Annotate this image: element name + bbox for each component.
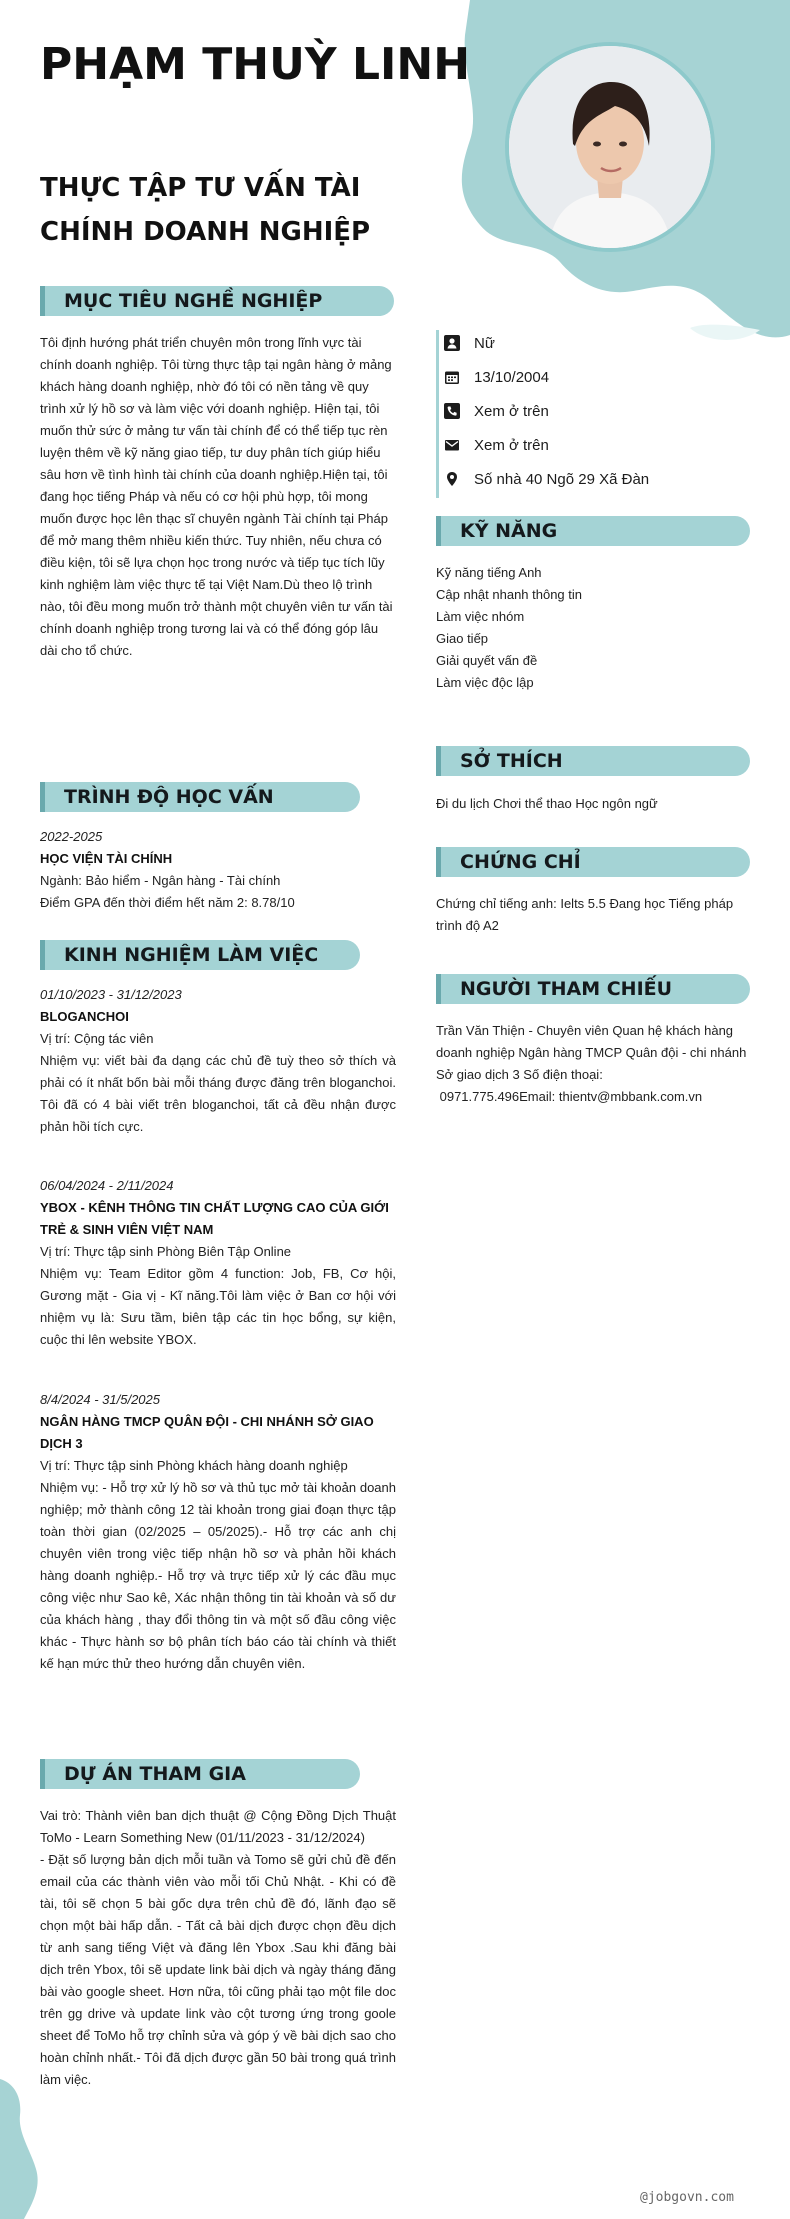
skill-item: Cập nhật nhanh thông tin	[436, 587, 583, 602]
calendar-icon	[444, 369, 460, 385]
section-heading-objective: MỤC TIÊU NGHỀ NGHIỆP	[40, 286, 394, 316]
experience-item	[40, 984, 396, 1138]
skill-item: Giải quyết vấn đề	[436, 653, 538, 668]
experience-period: 06/04/2024 - 2/11/2024	[40, 1178, 174, 1193]
education-block	[40, 826, 396, 914]
certificates-text: Chứng chỉ tiếng anh: Ielts 5.5 Đang học Tiếng pháp trình độ A2	[436, 896, 734, 933]
profile-photo	[505, 42, 715, 252]
phone-text: Xem ở trên	[474, 402, 549, 420]
dob-text: 13/10/2004	[474, 368, 550, 386]
education-major: Ngành: Bảo hiểm - Ngân hàng - Tài chính	[40, 873, 281, 888]
references-text: Trần Văn Thiện - Chuyên viên Quan hệ khách hàng doanh nghiệp Ngân hàng TMCP Quân đội - chi nhánh Sở giao dịch 3 Số điện thoại:	[436, 1023, 747, 1082]
experience-org: YBOX - KÊNH THÔNG TIN CHẤT LƯỢNG CAO CỦA GIỚI TRẺ & SINH VIÊN VIỆT NAM	[40, 1200, 389, 1237]
gender-text: Nữ	[474, 334, 495, 352]
skill-item: Làm việc độc lập	[436, 675, 534, 690]
experience-period: 01/10/2023 - 31/12/2023	[40, 987, 182, 1002]
experience-role: Vị trí: Thực tập sinh Phòng Biên Tập Online	[40, 1244, 292, 1259]
job-title: THỰC TẬP TƯ VẤN TÀI CHÍNH DOANH NGHIỆP	[40, 173, 371, 247]
section-heading-skills: KỸ NĂNG	[436, 516, 750, 546]
experience-org: BLOGANCHOI	[40, 1009, 129, 1024]
experience-duty: Nhiệm vụ: viết bài đa dạng các chủ đề tuỳ theo sở thích và phải có ít nhất bốn bài mỗi tháng được đăng trên bloganchoi. Tôi đã có 4 bài viết trên bloganchoi, tất cả đều nhận được phản hồi tích cực.	[40, 1053, 396, 1134]
experience-role: Vị trí: Thực tập sinh Phòng khách hàng doanh nghiệp	[40, 1458, 348, 1473]
bottom-left-blob	[0, 2079, 60, 2219]
projects-role: Vai trò: Thành viên ban dịch thuật @ Cộng Đồng Dịch Thuật ToMo - Learn Something New (01/11/2023 - 31/12/2024)	[40, 1808, 396, 1845]
projects-block	[40, 1805, 396, 2091]
experience-duty: Nhiệm vụ: - Hỗ trợ xử lý hồ sơ và thủ tục mở tài khoản doanh nghiệp; mở thành công 12 tài khoản trong giai đoạn thực tập toàn thời gian (02/2025 – 05/2025).- Hỗ trợ các anh chị chuyên viên trong việc tiếp nhận hồ sơ và phản hồi khách hàng doanh nghiệp.- Hỗ trợ và trực tiếp xử lý các đầu mục công việc như Sao kê, Xác nhận thông tin tài khoản và số dư của khách hàng , thay đổi thông tin và một số đầu công việc khác - Thực hành sơ bộ phân tích báo cáo tài chính và thiết kế hạn mức thử theo hướng dẫn chuyên viên.	[40, 1480, 396, 1671]
section-heading-projects: DỰ ÁN THAM GIA	[40, 1759, 360, 1789]
contact-accent-bar	[436, 330, 439, 498]
section-heading-hobbies: SỞ THÍCH	[436, 746, 750, 776]
skill-item: Kỹ năng tiếng Anh	[436, 565, 542, 580]
section-heading-experience: KINH NGHIỆM LÀM VIỆC	[40, 940, 360, 970]
section-heading-references: NGƯỜI THAM CHIẾU	[436, 974, 750, 1004]
contact-address	[444, 468, 649, 490]
section-heading-certificates: CHỨNG CHỈ	[436, 847, 750, 877]
contact-gender	[444, 332, 495, 354]
education-school: HỌC VIỆN TÀI CHÍNH	[40, 851, 173, 866]
references-contact: 0971.775.496Email: thientv@mbbank.com.vn	[436, 1089, 703, 1104]
hobbies-text: Đi du lịch Chơi thể thao Học ngôn ngữ	[436, 796, 658, 811]
contact-email	[444, 434, 549, 456]
section-heading-education: TRÌNH ĐỘ HỌC VẤN	[40, 782, 360, 812]
experience-org: NGÂN HÀNG TMCP QUÂN ĐỘI - CHI NHÁNH SỞ GIAO DỊCH 3	[40, 1414, 374, 1451]
contact-dob	[444, 366, 549, 388]
experience-item	[40, 1175, 396, 1351]
email-text: Xem ở trên	[474, 436, 549, 454]
references-block	[436, 1020, 750, 1108]
education-gpa: Điểm GPA đến thời điểm hết năm 2: 8.78/10	[40, 895, 295, 910]
projects-text: - Đặt số lượng bản dịch mỗi tuần và Tomo sẽ gửi chủ đề đến email của các thành viên vào mỗi tối Chủ Nhật. - Khi có đề tài, tôi sẽ chọn 5 bài gốc dựa trên chủ đề đó, lãnh đạo sẽ chọn một bài hấp dẫn. - Tất cả bài dịch được chọn đều dịch từ anh sang tiếng Việt và đăng lên Ybox .Sau khi đăng bài dịch trên Ybox, tôi sẽ update link bài dịch và ngày tháng đăng bài vào google sheet. Hơn nữa, tôi cũng phải tạo một file doc trên gg drive và update link vào cột tương ứng trong goole sheet để ToMo hỗ trợ chỉnh sửa và góp ý về bài dịch sao cho hoàn chỉnh nhất.- Tôi đã dịch được gần 50 bài trong quá trình làm việc.	[40, 1852, 396, 2087]
email-icon	[444, 437, 460, 453]
location-pin-icon	[444, 471, 460, 487]
skill-item: Giao tiếp	[436, 631, 489, 646]
experience-role: Vị trí: Cộng tác viên	[40, 1031, 154, 1046]
skill-item: Làm việc nhóm	[436, 609, 525, 624]
skills-list	[436, 562, 750, 694]
watermark: @jobgovn.com	[640, 2190, 734, 2205]
experience-period: 8/4/2024 - 31/5/2025	[40, 1392, 160, 1407]
education-period: 2022-2025	[40, 829, 103, 844]
objective-text: Tôi định hướng phát triển chuyên môn trong lĩnh vực tài chính doanh nghiệp. Tôi từng thực tập tại ngân hàng ở mảng khách hàng doanh nghiệp, nhờ đó tôi có nền tảng về quy trình xử lý hồ sơ và làm việc với doanh nghiệp. Hiện tại, tôi muốn thử sức ở mảng tư vấn tài chính để có thể tiếp tục rèn luyện thêm về kỹ năng giao tiếp, tư duy phân tích giúp hiểu sâu hơn về tình hình tài chính của doanh nghiệp.Hiện tại, tôi đang học tiếng Pháp và nếu có cơ hội phù hợp, tôi mong muốn được học lên thạc sĩ chuyên ngành Tài chính tại Pháp để mở mang thêm nhiều kiến thức. Tuy nhiên, nếu chưa có điều kiện, tôi sẽ lựa chọn học trong nước và tiếp tục tích lũy kinh nghiệm làm việc thực tế tại Việt Nam.Dù theo lộ trình nào, tôi đều mong muốn trở thành một chuyên viên tư vấn tài chính doanh nghiệp trong tương lai và có thể đóng góp lâu dài cho tổ chức.	[40, 335, 393, 658]
address-text: Số nhà 40 Ngõ 29 Xã Đàn	[474, 470, 650, 488]
phone-icon	[444, 403, 460, 419]
experience-duty: Nhiệm vụ: Team Editor gồm 4 function: Job, FB, Cơ hội, Gương mặt - Gia vị - Kĩ năng.Tôi làm việc ở Ban cơ hội với nhiệm vụ là: Sưu tầm, biên tập các tin học bổng, sự kiện, cuộc thi lên website YBOX.	[40, 1266, 396, 1347]
person-icon	[444, 335, 460, 351]
experience-item	[40, 1389, 396, 1675]
candidate-name: PHẠM THUỲ LINH	[40, 39, 471, 90]
contact-phone	[444, 400, 549, 422]
